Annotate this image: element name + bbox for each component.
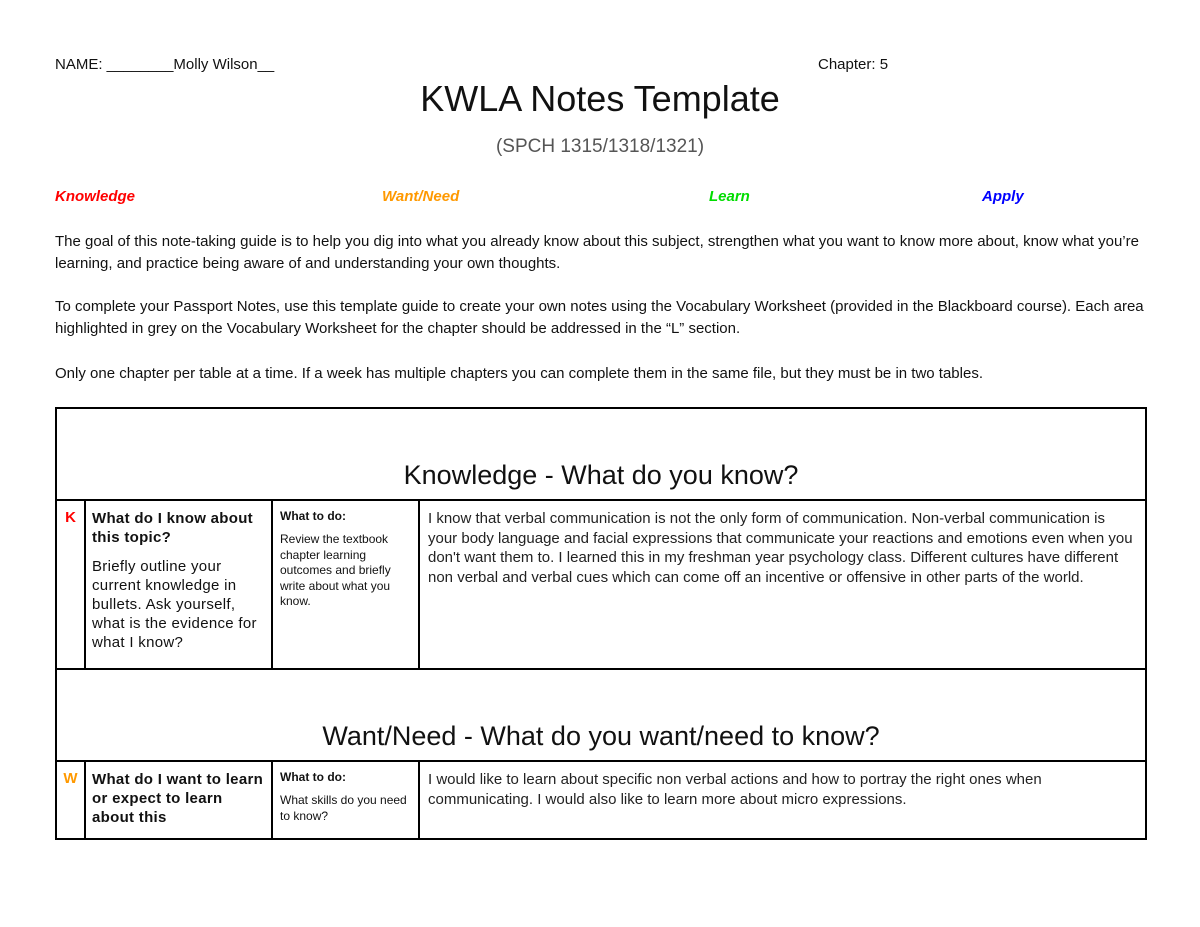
knowledge-todo-description: Review the textbook chapter learning outcomes and briefly write about what you know. [280, 532, 391, 608]
want-todo-title: What to do: [280, 770, 346, 784]
chapter-line: Chapter: 5 [818, 56, 889, 73]
kwla-label-learn: Learn [709, 188, 750, 205]
student-name-line: NAME: ________Molly Wilson__ [55, 56, 275, 73]
knowledge-heading-row [56, 408, 1146, 500]
knowledge-heading: Knowledge - What do you know? [403, 460, 799, 490]
kwla-label-want-need: Want/Need [382, 188, 460, 205]
knowledge-question-cell [85, 500, 272, 669]
kwla-label-knowledge: Knowledge [55, 188, 136, 205]
knowledge-todo-cell [272, 500, 419, 669]
want-heading: Want/Need - What do you want/need to know? [322, 721, 880, 751]
kwla-label-apply: Apply [982, 188, 1024, 205]
page-subtitle: (SPCH 1315/1318/1321) [495, 136, 705, 157]
knowledge-todo-title: What to do: [280, 509, 346, 523]
want-heading-row [56, 669, 1146, 761]
want-row [56, 761, 1146, 839]
intro-paragraph-one-chapter: Only one chapter per table at a time. If a week has multiple chapters you can complete them in the same file, but they must be in two tables. [55, 365, 983, 382]
want-todo-description: What skills do you need to know? [280, 793, 407, 823]
kwla-table [55, 407, 1147, 840]
intro-paragraph-instructions: To complete your Passport Notes, use this template guide to create your own notes using the Vocabulary Worksheet (provided in the Blackboard course). Each area highlighted in grey on the Vocabulary Worksheet for the chapter should be addressed in the “L” section. [55, 298, 1144, 337]
want-question: What do I want to learn or expect to learn about this [92, 771, 264, 826]
want-answer[interactable]: I would like to learn about specific non verbal actions and how to portray the right ones when communicating. I would also like to learn more about micro expressions. [419, 761, 1146, 839]
knowledge-question-description: Briefly outline your current knowledge in bullets. Ask yourself, what is the evidence for what I know? [92, 558, 257, 651]
want-question-cell [85, 761, 272, 839]
knowledge-question: What do I know about this topic? [92, 510, 253, 546]
page-title: KWLA Notes Template [420, 78, 780, 119]
want-letter: W [56, 761, 85, 839]
intro-paragraph-goal: The goal of this note-taking guide is to help you dig into what you already know about this subject, strengthen what you want to know more about, know what you’re learning, and practice being aware of and understanding your own thoughts. [55, 233, 1139, 272]
knowledge-answer[interactable]: I know that verbal communication is not the only form of communication. Non-verbal communication is your body language and facial expressions that communicate your reactions and emotions even when you don't want them to. I learned this in my freshman year psychology class. Different cultures have different non verbal and verbal cues which can come off an incentive or offensive in other parts of the world. [419, 500, 1146, 669]
want-todo-cell [272, 761, 419, 839]
knowledge-row [56, 500, 1146, 669]
knowledge-letter: K [56, 500, 85, 669]
